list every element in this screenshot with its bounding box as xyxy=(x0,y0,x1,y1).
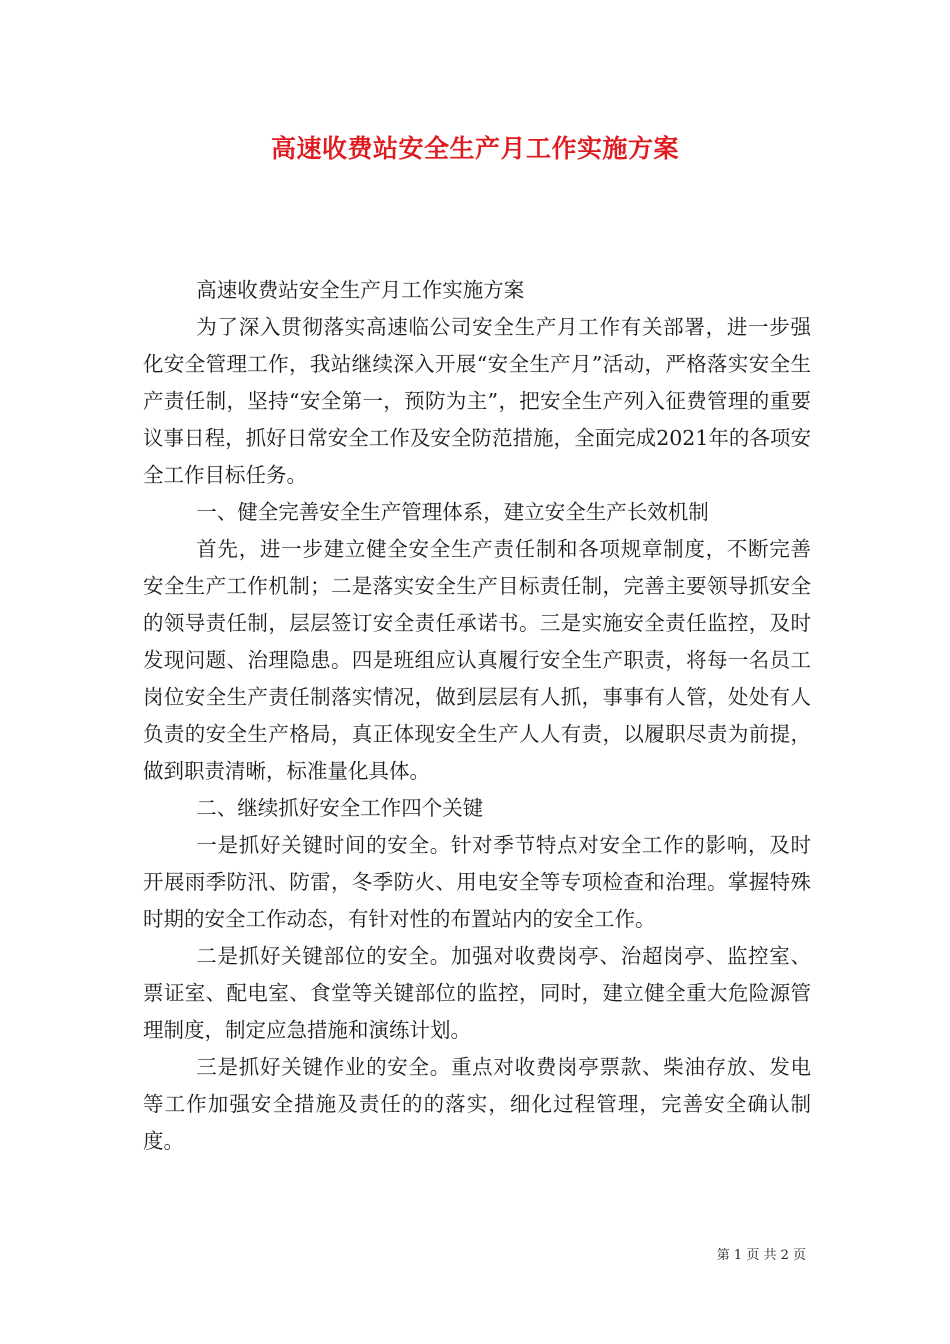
page-title: 高速收费站安全生产月工作实施方案 xyxy=(270,134,679,163)
paragraph-key-time: 一是抓好关键时间的安全。针对季节特点对安全工作的影响，及时开展雨季防汛、防雷，冬季防火、用电安全等专项检查和治理。掌握特殊时期的安全工作动态，有针对性的布置站内的安全工作。 xyxy=(143,833,811,931)
section-heading-1: 一、健全完善安全生产管理体系，建立安全生产长效机制 xyxy=(196,500,709,524)
paragraph-subtitle: 高速收费站安全生产月工作实施方案 xyxy=(196,278,525,302)
paragraph-key-location: 二是抓好关键部位的安全。加强对收费岗亭、治超岗亭、监控室、票证室、配电室、食堂等关键部位的监控，同时，建立健全重大危险源管理制度，制定应急措施和演练计划。 xyxy=(143,944,811,1042)
page-number: 第 1 页 共 2 页 xyxy=(716,1248,806,1263)
section-heading-2: 二、继续抓好安全工作四个关键 xyxy=(196,796,484,820)
paragraph-intro: 为了深入贯彻落实高速临公司安全生产月工作有关部署，进一步强化安全管理工作，我站继续深入开展“安全生产月”活动，严格落实安全生产责任制，坚持“安全第一，预防为主”，把安全生产列入征费管理的重要议事日程，抓好日常安全工作及安全防范措施，全面完成2021年的各项安全工作目标任务。 xyxy=(143,315,811,487)
paragraph-key-operation: 三是抓好关键作业的安全。重点对收费岗亭票款、柴油存放、发电等工作加强安全措施及责任的的落实，细化过程管理，完善安全确认制度。 xyxy=(143,1055,811,1153)
document-body xyxy=(143,272,811,1160)
paragraph-section-1: 首先，进一步建立健全安全生产责任制和各项规章制度，不断完善安全生产工作机制；二是落实安全生产目标责任制，完善主要领导抓安全的领导责任制，层层签订安全责任承诺书。三是实施安全责任监控，及时发现问题、治理隐患。四是班组应认真履行安全生产职责，将每一名员工岗位安全生产责任制落实情况，做到层层有人抓，事事有人管，处处有人负责的安全生产格局，真正体现安全生产人人有责，以履职尽责为前提，做到职责清晰，标准量化具体。 xyxy=(143,537,811,783)
